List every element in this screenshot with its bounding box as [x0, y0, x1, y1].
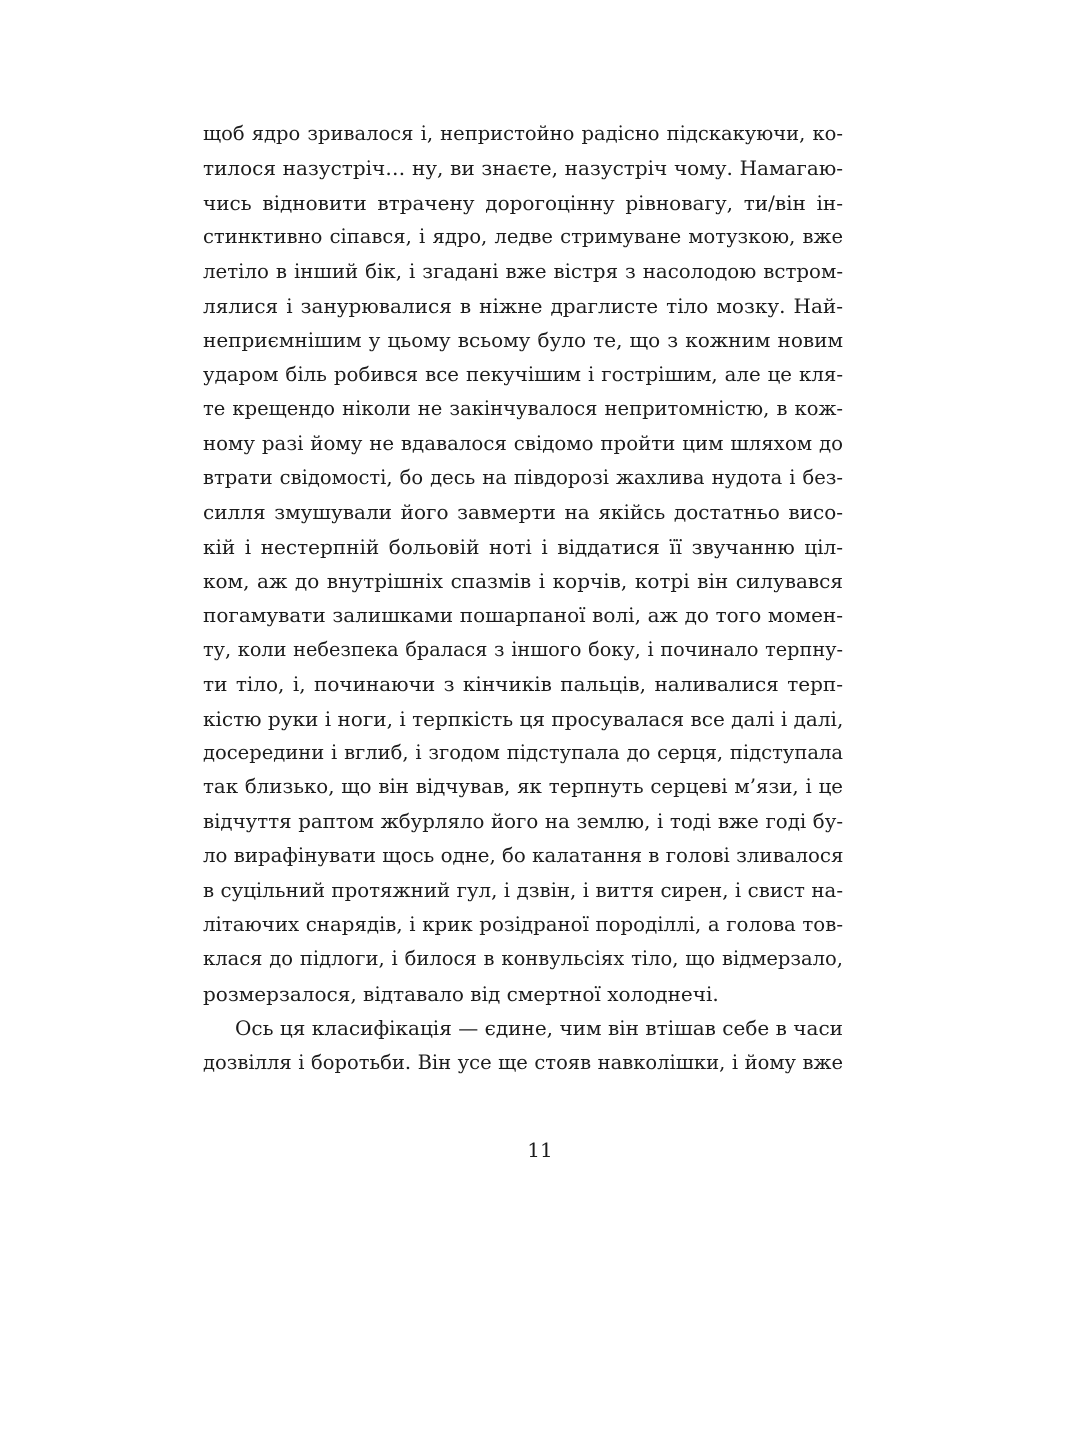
text-line: неприємнішим у цьому всьому було те, що з кожним новим — [203, 328, 843, 353]
text-line: літаючих снарядів, і крик розідраної породіллі, а голова тов- — [203, 912, 843, 936]
body-text — [203, 117, 843, 1080]
text-line: щоб ядро зривалося і, непристойно радісно підскакуючи, ко- — [203, 122, 843, 145]
text-line: летіло в інший бік, і згадані вже вістря з насолодою встром- — [203, 259, 843, 283]
text-line: ти тіло, і, починаючи з кінчиків пальців, наливалися терп- — [203, 672, 843, 697]
text-line: досередини і вглиб, і згодом підступала до серця, підступала — [203, 741, 843, 765]
text-line: втрати свідомості, бо десь на півдорозі жахлива нудота і без- — [203, 465, 843, 489]
text-line: чись відновити втрачену дорогоцінну рівновагу, ти/він ін- — [203, 190, 843, 215]
text-line: ло вирафінувати щось одне, бо калатання в голові зливалося — [203, 844, 844, 868]
text-line: силля змушували його завмерти на якійсь достатньо висо- — [203, 500, 843, 525]
paragraph-end-line: розмерзалося, відтавало від смертної холоднечі. — [203, 981, 719, 1006]
text-line: ту, коли небезпека бралася з іншого боку, і починало терпну- — [203, 637, 843, 661]
page-number: 11 — [527, 1138, 553, 1162]
text-line: клася до підлоги, і билося в конвульсіях тіло, що відмерзало, — [203, 947, 843, 971]
paragraph-start-line: Ось ця класифікація — єдине, чим він втішав себе в часи — [235, 1016, 843, 1041]
text-line: те крещендо ніколи не закінчувалося непритомністю, в кож- — [203, 397, 843, 421]
text-line: ному разі йому не вдавалося свідомо пройти цим шляхом до — [203, 431, 843, 455]
text-line: кістю руки і ноги, і терпкість ця просувалася все далі і далі, — [203, 706, 844, 731]
text-line: тилося назустріч… ну, ви знаєте, назустріч чому. Намагаю- — [203, 156, 843, 181]
text-line: стинктивно сіпався, і ядро, ледве стримуване мотузкою, вже — [203, 225, 843, 249]
text-line: в суцільний протяжний гул, і дзвін, і виття сирен, і свист на- — [203, 878, 843, 902]
text-line: так близько, що він відчував, як терпнуть серцеві м’язи, і це — [203, 775, 843, 799]
text-line: кій і нестерпній больовій ноті і віддатися її звучанню ціл- — [203, 534, 843, 559]
text-line: ком, аж до внутрішніх спазмів і корчів, котрі він силувався — [203, 569, 843, 594]
text-line: відчуття раптом жбурляло його на землю, і тоді вже годі бу- — [203, 809, 843, 833]
text-line: ударом біль робився все пекучішим і гострішим, але це кля- — [203, 362, 843, 386]
text-line: дозвілля і боротьби. Він усе ще стояв навколішки, і йому вже — [203, 1050, 843, 1074]
text-line: погамувати залишками пошарпаної волі, аж до того момен- — [203, 603, 843, 628]
text-line: лялися і занурювалися в ніжне драглисте тіло мозку. Най- — [203, 293, 843, 318]
